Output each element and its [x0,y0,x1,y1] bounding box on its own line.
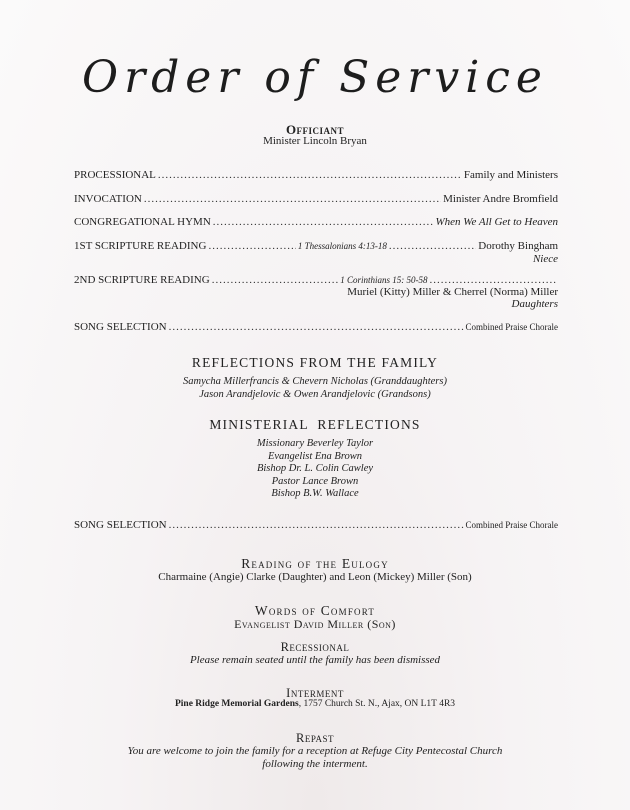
program-right: Combined Praise Chorale [465,322,558,332]
recessional-heading: Recessional [280,640,350,654]
program-label: SONG SELECTION [74,519,167,531]
eulogy-readers: Charmaine (Angie) Clarke (Daughter) and Leon (Mickey) Miller (Son) [158,571,472,583]
interment-heading: Interment [286,686,344,700]
recessional-note: Please remain seated until the family has been dismissed [189,654,441,666]
program-label: 1ST SCRIPTURE READING [74,240,207,252]
scripture-reference: 1 Corinthians 15: 50-58 [340,275,428,285]
reader-relation: Daughters [511,298,558,310]
program-row-invocation [74,193,558,205]
program-right: Minister Andre Bromfield [443,193,558,205]
eulogy-heading: Reading of the Eulogy [241,556,389,571]
program-label: 2ND SCRIPTURE READING [74,274,210,286]
cemetery-address: , 1757 Church St. N., Ajax, ON L1T 4R3 [298,699,456,709]
leader-dots [158,169,462,181]
comfort-speaker: Evangelist David Miller (Son) [234,617,396,631]
list-item: Missionary Beverley Taylor [256,438,374,449]
interment-location [0,699,630,709]
list-item: Bishop Dr. L. Colin Cawley [256,463,374,474]
repast-line: You are welcome to join the family for a reception at Refuge City Pentecostal Church [127,745,503,757]
repast-line: following the interment. [262,758,368,770]
program-right: Family and Ministers [463,169,558,181]
family-reflections-list [0,376,630,401]
program-row-processional [74,169,558,181]
list-item: Pastor Lance Brown [271,475,359,487]
leader-dots [429,274,556,286]
cemetery-name: Pine Ridge Memorial Gardens [174,699,299,709]
scripture-reference: 1 Thessalonians 4:13-18 [297,241,387,251]
program-row-song-selection [74,321,558,333]
leader-dots [144,193,441,205]
leader-dots [213,216,434,228]
program-row-scripture-1 [74,240,558,252]
list-item: Jason Arandjelovic & Owen Arandjelovic (Grandsons) [199,388,431,400]
program-right: When We All Get to Heaven [435,216,558,228]
comfort-heading: Words of Comfort [254,603,376,618]
ministerial-reflections-list [0,438,630,501]
program-row-hymn [74,216,558,228]
officiant-name: Minister Lincoln Bryan [263,135,367,147]
list-item: Bishop B.W. Wallace [271,488,359,499]
program-label: PROCESSIONAL [74,169,156,181]
page-title: Order of Service [82,52,548,103]
leader-dots [389,240,476,252]
program-row-scripture-2 [74,274,558,286]
program-label: SONG SELECTION [74,321,167,333]
program-row-song-selection-2 [74,519,558,531]
list-item: Samycha Millerfrancis & Chevern Nicholas (Granddaughters) [183,376,447,387]
leader-dots [212,274,339,286]
reader-relation: Niece [532,253,558,265]
ministerial-reflections-heading: MINISTERIAL REFLECTIONS [209,417,421,432]
leader-dots [169,519,464,531]
list-item: Evangelist Ena Brown [267,450,363,462]
leader-dots [208,240,295,252]
family-reflections-heading: REFLECTIONS FROM THE FAMILY [191,355,439,370]
program-right: Combined Praise Chorale [465,520,558,530]
officiant-heading: Officiant [285,122,345,137]
program-right: Dorothy Bingham [478,240,559,252]
repast-text [0,745,630,771]
program-label: CONGREGATIONAL HYMN [74,216,211,228]
leader-dots [169,321,464,333]
repast-heading: Repast [295,731,335,745]
readers-names: Muriel (Kitty) Miller & Cherrel (Norma) Miller [347,286,558,298]
program-label: INVOCATION [74,193,142,205]
